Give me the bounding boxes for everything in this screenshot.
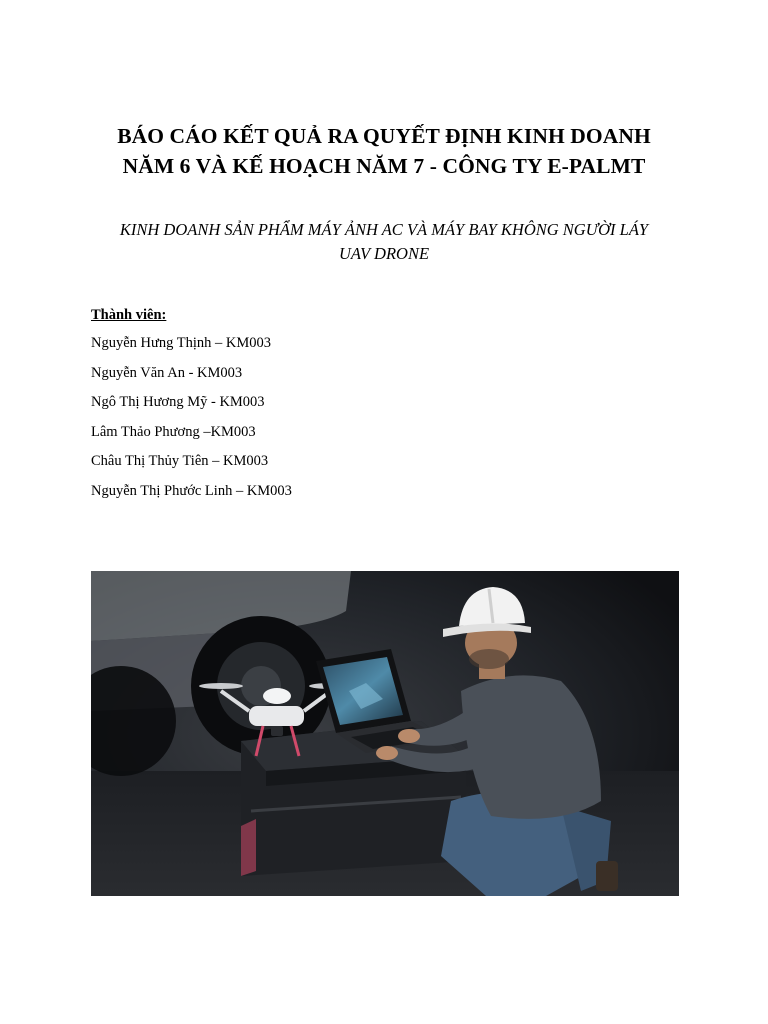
- member-item: Ngô Thị Hương Mỹ - KM003: [91, 394, 265, 411]
- member-item: Nguyễn Văn An - KM003: [91, 364, 243, 381]
- title-line-1: BÁO CÁO KẾT QUẢ RA QUYẾT ĐỊNH KINH DOANH: [117, 124, 651, 148]
- cover-photo-illustration: [91, 571, 679, 896]
- document-title: [60, 121, 708, 181]
- title-line-2: NĂM 6 VÀ KẾ HOẠCH NĂM 7 - CÔNG TY E-PALMT: [122, 154, 646, 178]
- member-item: Nguyễn Hưng Thịnh – KM003: [91, 335, 271, 351]
- subtitle-line-2: UAV DRONE: [338, 244, 430, 263]
- subtitle-line-1: KINH DOANH SẢN PHẨM MÁY ẢNH AC VÀ MÁY BAY KHÔNG NGƯỜI LÁY: [119, 220, 649, 239]
- member-item: Châu Thị Thủy Tiên – KM003: [91, 453, 269, 470]
- member-item: Nguyễn Thị Phước Linh – KM003: [91, 482, 292, 499]
- member-list: [91, 333, 292, 511]
- member-item: Lâm Thảo Phương –KM003: [91, 423, 256, 440]
- document-subtitle: [60, 218, 708, 266]
- cover-photo: [91, 571, 679, 896]
- members-heading: Thành viên:: [91, 307, 167, 323]
